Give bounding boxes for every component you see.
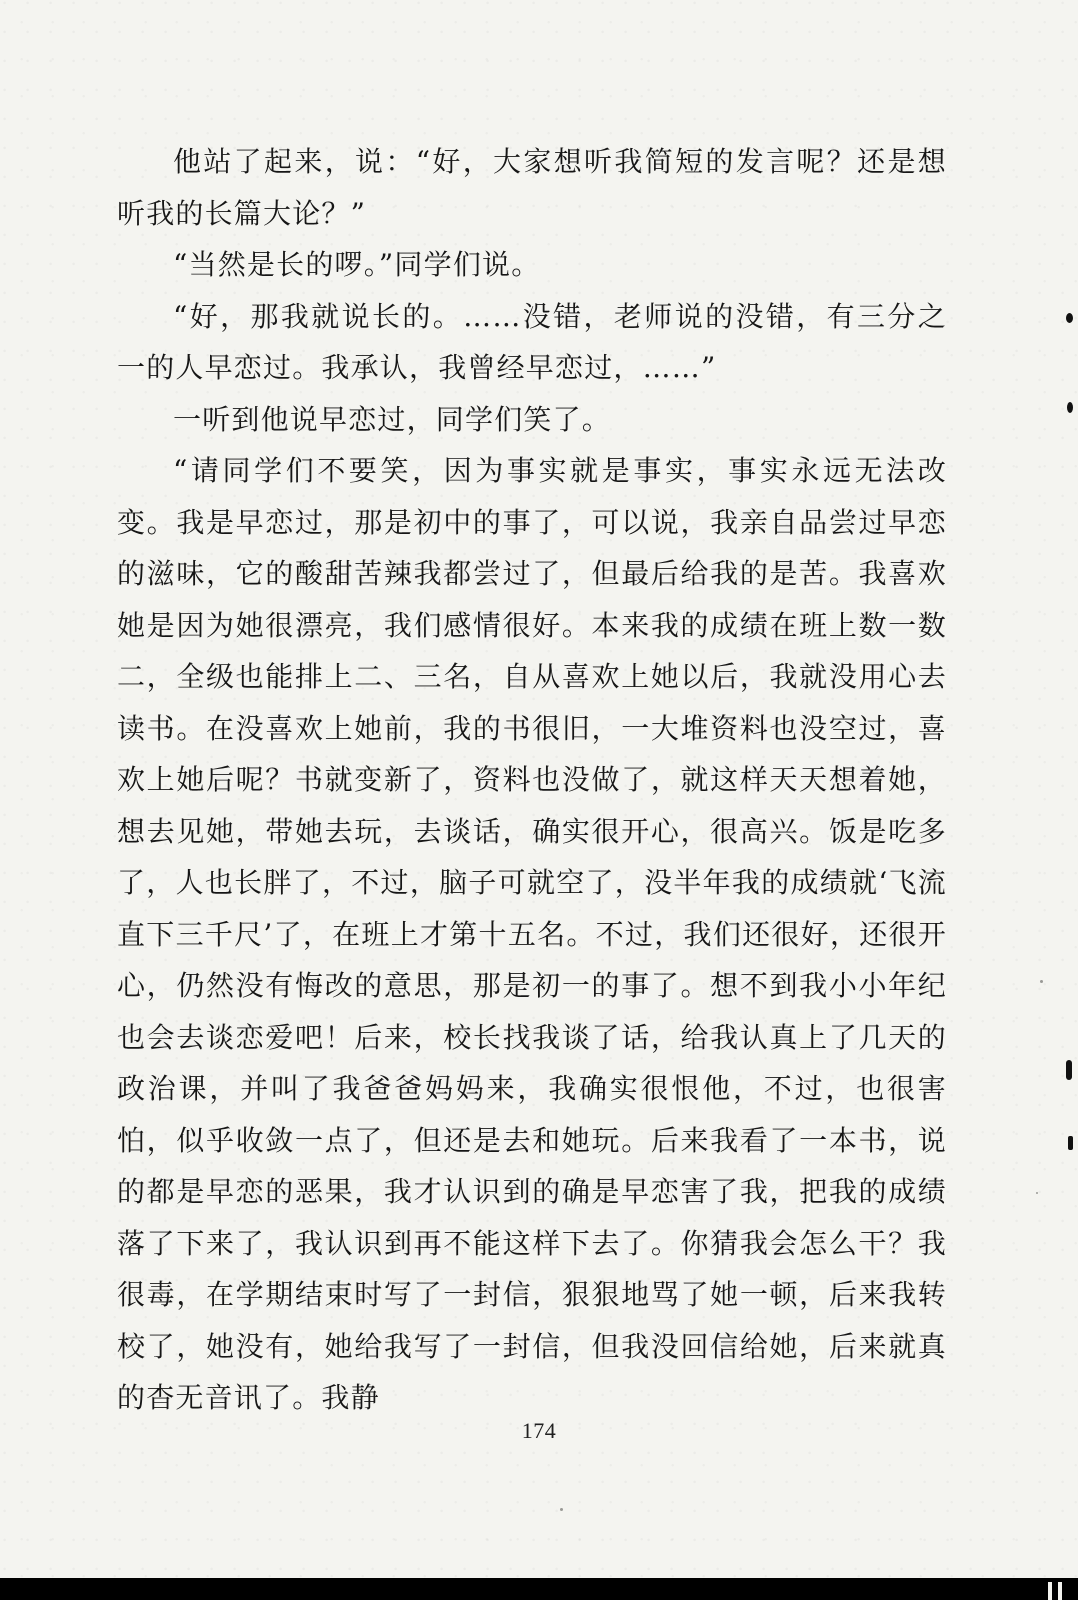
body-text bbox=[117, 136, 947, 1424]
paragraph-4: 一听到他说早恋过，同学们笑了。 bbox=[173, 402, 612, 436]
paragraph-1: 他站了起来，说：“好，大家想听我简短的发言呢？还是想听我的长篇大论？” bbox=[117, 145, 947, 230]
paragraph-3: “好，那我就说长的。……没错，老师说的没错，有三分之一的人早恋过。我承认，我曾经早恋过，……” bbox=[117, 299, 947, 384]
scan-mark bbox=[1067, 402, 1073, 413]
scan-speck bbox=[560, 1508, 563, 1511]
paragraph-5: “请同学们不要笑，因为事实就是事实，事实永远无法改变。我是早恋过，那是初中的事了，可以说，我亲自品尝过早恋的滋味，它的酸甜苦辣我都尝过了，但最后给我的是苦。我喜欢她是因为她很漂亮，我们感情很好。本来我的成绩在班上数一数二，全级也能排上二、三名，自从喜欢上她以后，我就没用心去读书。在没喜欢上她前，我的书很旧，一大堆资料也没空过，喜欢上她后呢？书就变新了，资料也没做了，就这样天天想着她，想去见她，带她去玩，去谈话，确实很开心，很高兴。饭是吃多了，人也长胖了，不过，脑子可就空了，没半年我的成绩就‘飞流直下三千尺’了，在班上才第十五名。不过，我们还很好，还很开心，仍然没有悔改的意思，那是初一的事了。想不到我小小年纪也会去谈恋爱吧！后来，校长找我谈了话，给我认真上了几天的政治课，并叫了我爸爸妈妈来，我确实很恨他，不过，也很害怕，似乎收敛一点了，但还是去和她玩。后来我看了一本书，说的都是早恋的恶果，我才认识到的确是早恋害了我，把我的成绩落了下来了，我认识到再不能这样下去了。你猜我会怎么干？我很毒，在学期结束时写了一封信，狠狠地骂了她一顿，后来我转校了，她没有，她给我写了一封信，但我没回信给她，后来就真的杳无音讯了。我静 bbox=[117, 454, 947, 1414]
scan-speck bbox=[1040, 980, 1043, 983]
paragraph-2: “当然是长的啰。”同学们说。 bbox=[173, 248, 541, 281]
scan-border-gap bbox=[1058, 1582, 1062, 1600]
scan-border-gap bbox=[1048, 1582, 1052, 1600]
scan-bottom-border bbox=[0, 1578, 1078, 1600]
scan-mark bbox=[1068, 1136, 1073, 1150]
scan-speck bbox=[1036, 1192, 1038, 1194]
scan-mark bbox=[1066, 313, 1073, 323]
scan-mark bbox=[1066, 1060, 1072, 1080]
page-number: 174 bbox=[521, 1418, 557, 1443]
